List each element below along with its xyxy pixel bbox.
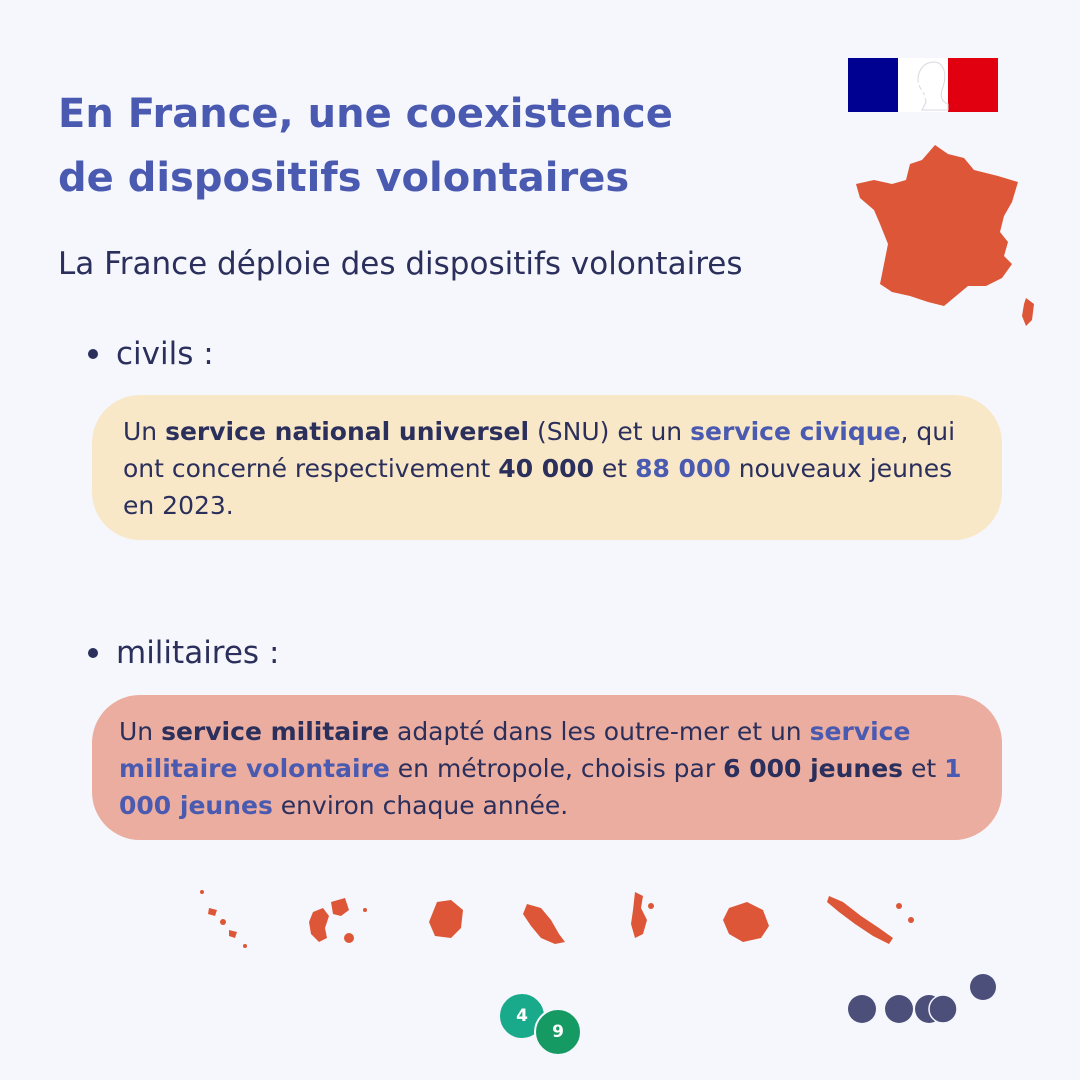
decorative-dots-icon (845, 972, 1000, 1032)
title-line-2: de dispositifs volontaires (58, 155, 630, 201)
republique-francaise-logo (848, 58, 998, 112)
title-line-1: En France, une coexistence (58, 91, 673, 137)
civil-text-4: et (593, 454, 636, 483)
page-title (58, 82, 778, 210)
page-badge-4: 4 (498, 992, 546, 1040)
civil-info-box (92, 395, 1002, 540)
civil-snu-label: service national universel (165, 417, 530, 446)
civil-text-2: (SNU) et un (529, 417, 691, 446)
civil-snu-count: 40 000 (498, 454, 594, 483)
page-subtitle: La France déploie des dispositifs volontaires (58, 246, 743, 282)
military-smv-count: 1 000 jeunes (119, 754, 962, 820)
civil-civique-count: 88 000 (635, 454, 731, 483)
bullet-militaires-label: militaires : (116, 635, 280, 671)
overseas-territories-icons (195, 880, 925, 960)
military-text-1: Un (119, 717, 162, 746)
civil-service-civique-label: service civique (690, 417, 901, 446)
bullet-militaires (88, 631, 279, 675)
military-smv-label: service militaire volontaire (119, 717, 911, 783)
military-sma-label: service militaire (161, 717, 390, 746)
bullet-civils-label: civils : (116, 336, 214, 372)
bullet-dot (88, 648, 98, 658)
military-text-2: adapté dans les outre-mer et un (389, 717, 810, 746)
france-map-icon (852, 140, 1042, 330)
bullet-dot (88, 349, 98, 359)
civil-text-3: , qui ont concerné respectivement (123, 417, 956, 483)
military-text-3: en métropole, choisis par (389, 754, 724, 783)
military-sma-count: 6 000 jeunes (723, 754, 904, 783)
civil-text-1: Un (123, 417, 166, 446)
bullet-civils (88, 332, 214, 376)
civil-text-5: nouveaux jeunes en 2023. (123, 454, 953, 520)
military-text-4: et (903, 754, 945, 783)
page-badge-9: 9 (534, 1008, 582, 1056)
military-info-box (92, 695, 1002, 840)
military-text-5: environ chaque année. (272, 791, 569, 820)
